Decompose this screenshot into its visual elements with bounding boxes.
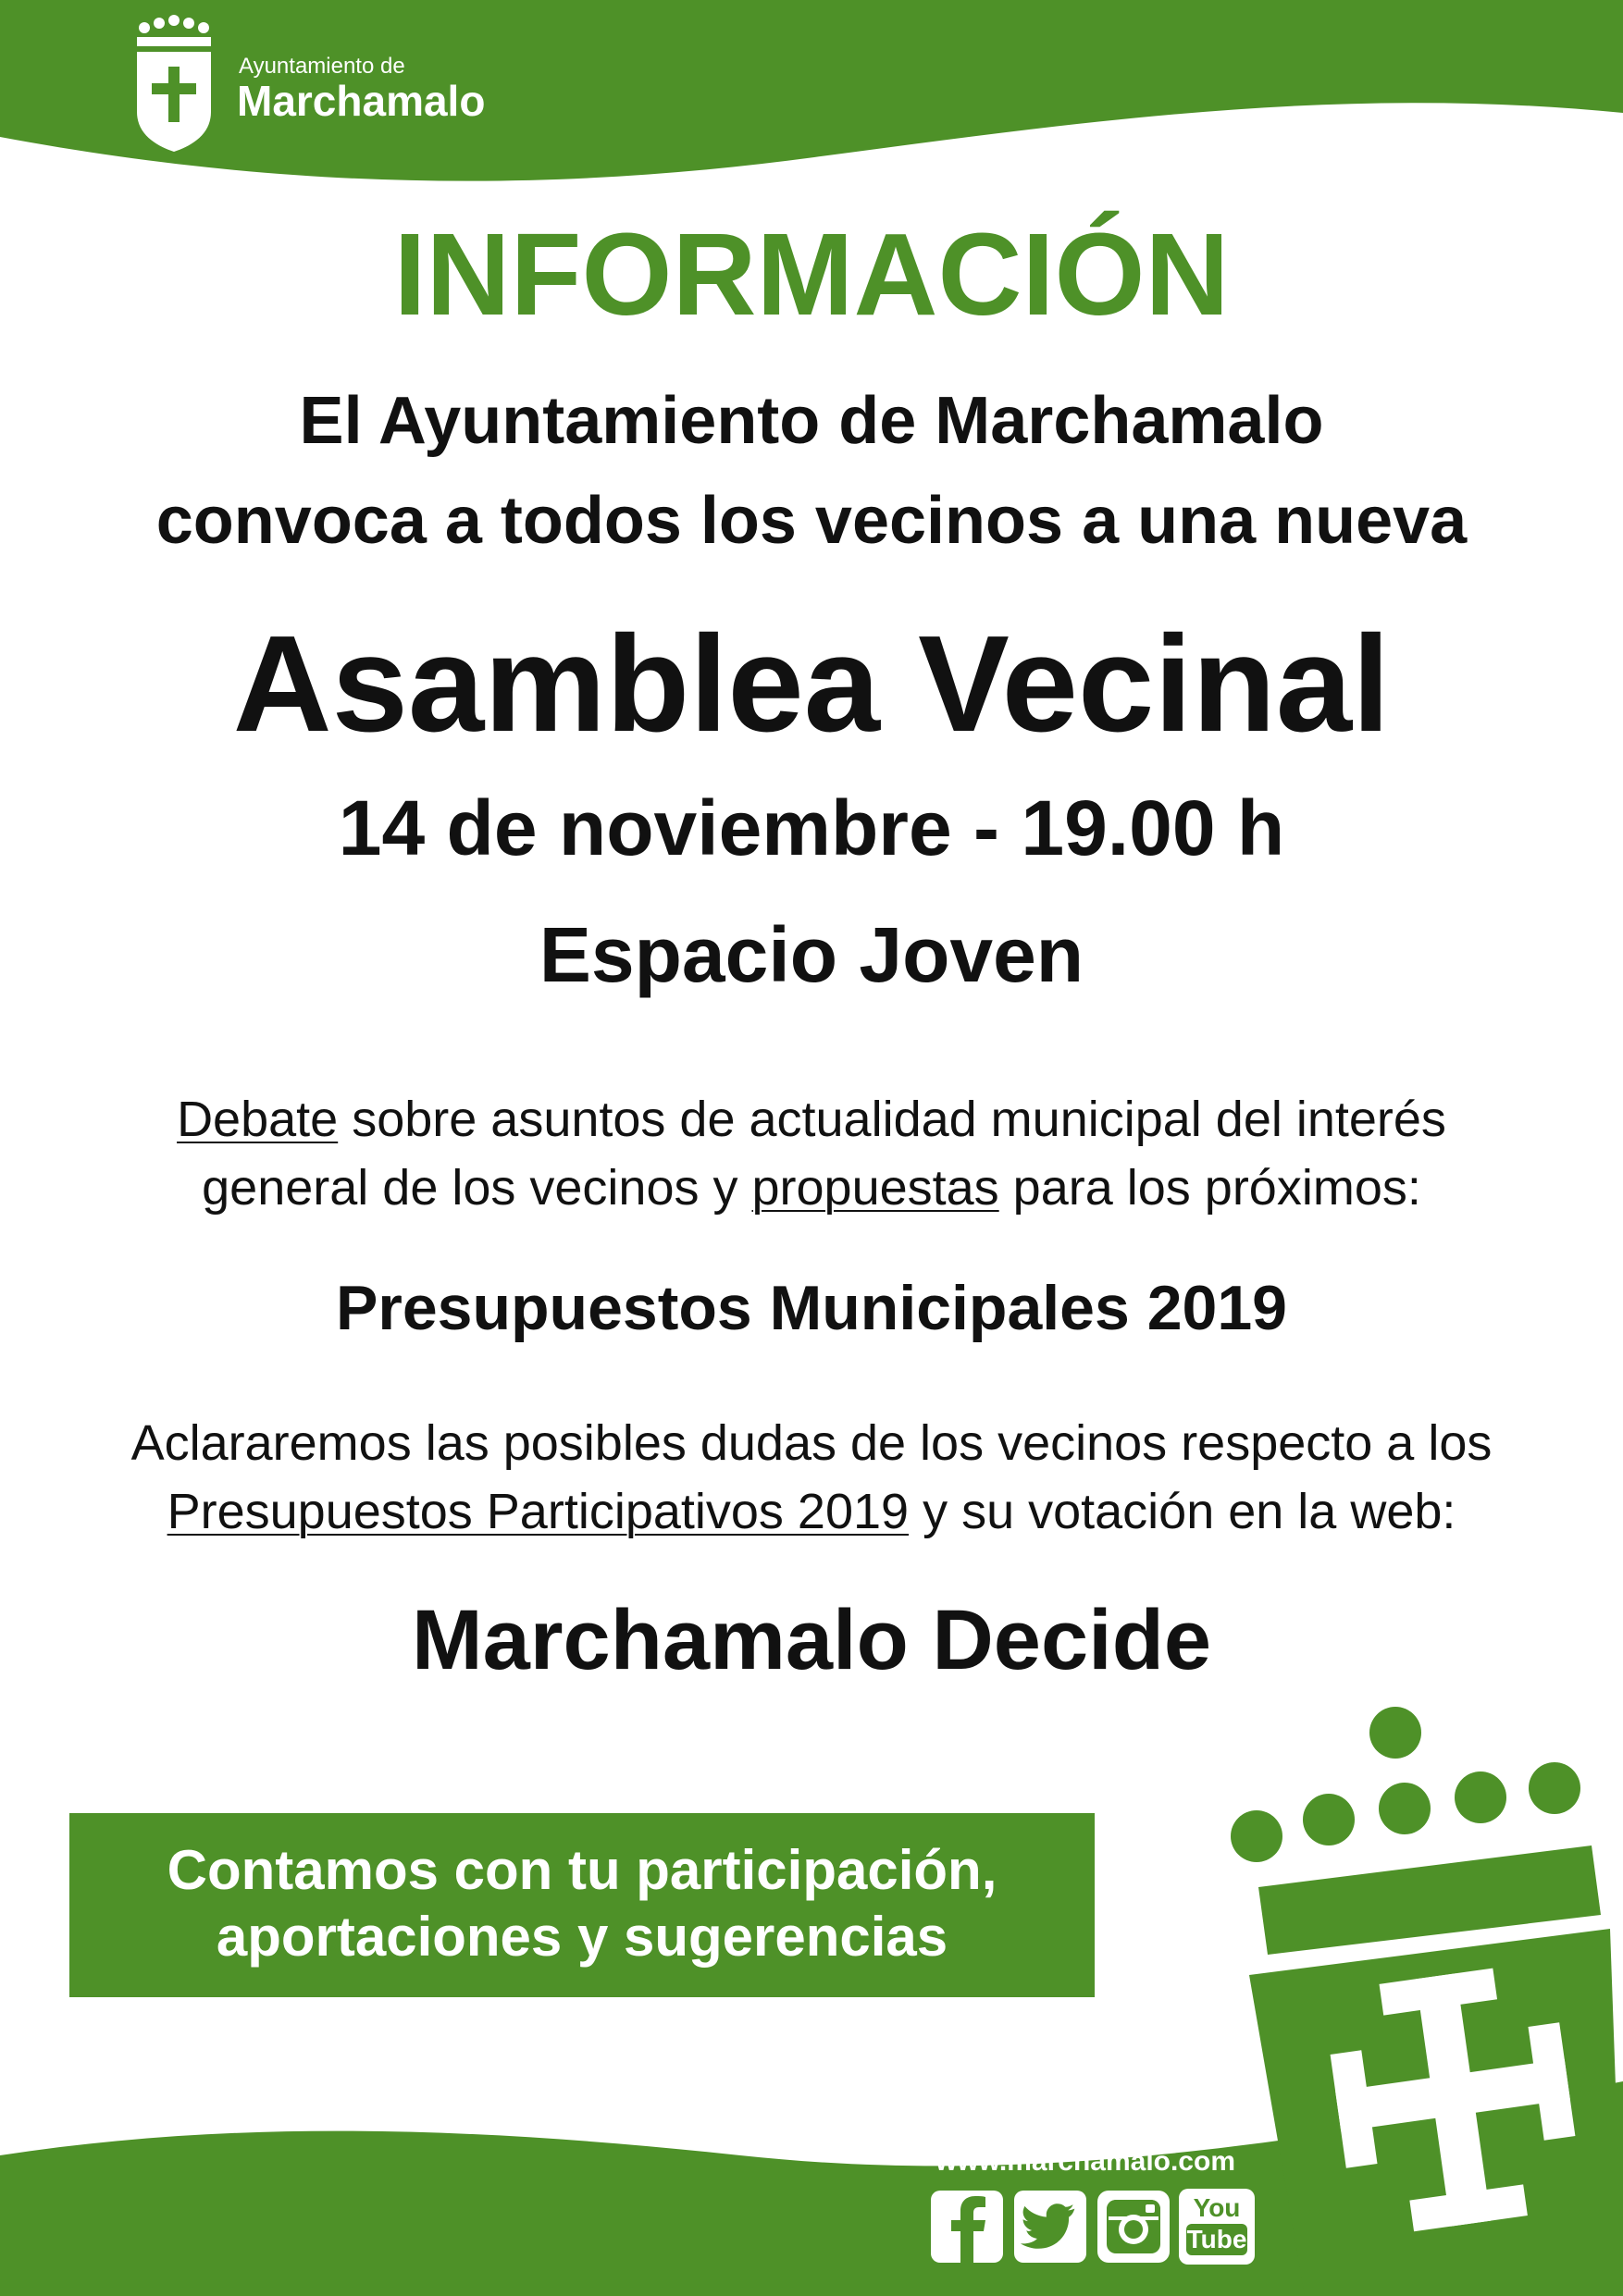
clarify-line-1: Aclararemos las posibles dudas de los vecinos respecto a los [130, 1415, 1493, 1471]
proposals-word: propuestas [751, 1160, 999, 1216]
intro-line-2: convoca a todos los vecinos a una nueva [155, 484, 1468, 558]
instagram-icon[interactable] [1096, 2189, 1171, 2265]
large-coat-of-arms-icon [1203, 1707, 1623, 2296]
org-label-small: Ayuntamiento de [239, 54, 405, 79]
clarify-line-2 [0, 1480, 1623, 1543]
budget-title: Presupuestos Municipales 2019 [336, 1273, 1287, 1343]
youtube-you: You [1193, 2193, 1241, 2222]
intro-line-1: El Ayuntamiento de Marchamalo [299, 384, 1324, 458]
debate-line-1 [0, 1088, 1623, 1151]
debate-line-2 [0, 1156, 1623, 1219]
participation-banner [69, 1813, 1095, 1997]
twitter-icon[interactable] [1012, 2189, 1088, 2265]
youtube-tube: Tube [1186, 2225, 1247, 2253]
event-datetime: 14 de noviembre - 19.00 h [338, 784, 1285, 871]
clarify-text-2: y su votación en la web: [909, 1484, 1456, 1539]
youtube-icon[interactable] [1179, 2189, 1255, 2265]
facebook-icon[interactable] [929, 2189, 1005, 2265]
event-name: Asamblea Vecinal [232, 608, 1391, 760]
debate-text-2: general de los vecinos y [202, 1160, 752, 1216]
debate-text: sobre asuntos de actualidad municipal del interés [338, 1092, 1446, 1147]
org-name: Marchamalo [237, 77, 486, 125]
cta-line-1: Contamos con tu participación, [167, 1839, 997, 1901]
coat-of-arms-icon [130, 15, 218, 154]
page-title: INFORMACIÓN [393, 209, 1230, 339]
event-place: Espacio Joven [539, 911, 1084, 998]
participatory-budget-word: Presupuestos Participativos 2019 [167, 1484, 910, 1539]
platform-name: Marchamalo Decide [411, 1593, 1212, 1687]
website-link[interactable]: www.marchamalo.com [935, 2146, 1235, 2177]
debate-word: Debate [177, 1092, 339, 1147]
debate-text-3: para los próximos: [998, 1160, 1421, 1216]
cta-line-2: aportaciones y sugerencias [216, 1906, 948, 1968]
